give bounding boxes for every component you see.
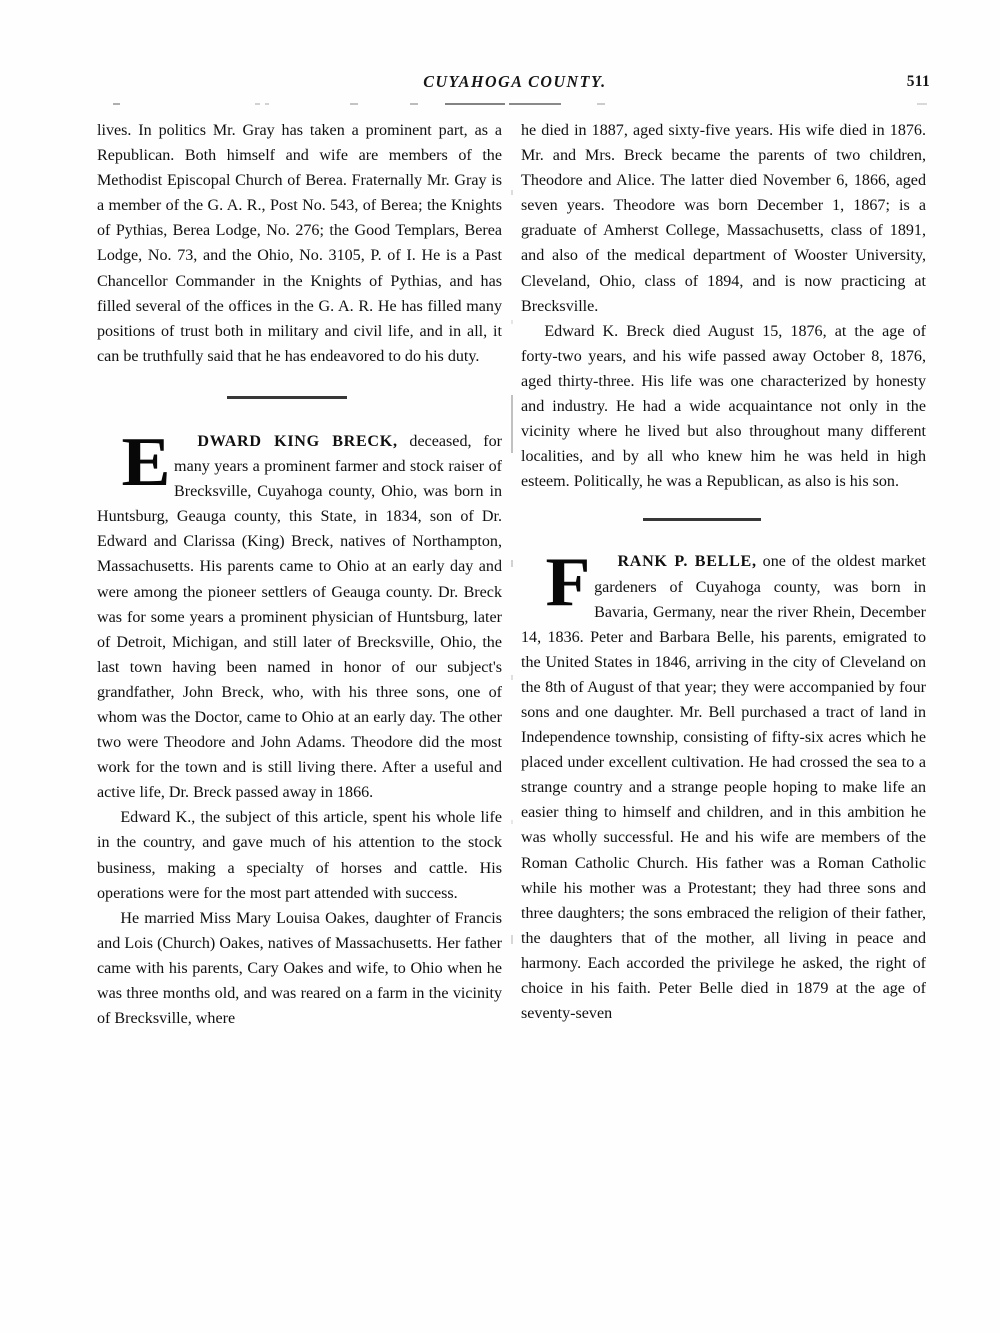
drop-cap-e: E — [121, 423, 171, 501]
header-rule — [105, 103, 930, 105]
drop-cap-f: F — [545, 544, 591, 622]
running-head-title: CUYAHOGA COUNTY. — [423, 72, 607, 91]
biography-heading-breck: DWARD KING BRECK, — [197, 432, 398, 450]
column-divider — [511, 130, 513, 1290]
paragraph-breck-opening — [97, 423, 502, 805]
right-column — [521, 118, 926, 1026]
paragraph-belle-body-1: one of the oldest market gardeners of Cuyahoga county, was born in Bavaria, Germany, near the river Rhein, December 14, 1836. Peter and Barbara Belle, his parents, emigrated to the United States in 1846, arriving in the city of Cleveland on the 8th of August of that year; they were accompanied by four sons and one daughter. Mr. Bell purchased a tract of land in Independence township, consisting of fifty-six acres which he placed under excellent cultivation. He had crossed the sea to a strange country and a strange people hoping to make life an easier thing to himself and children, and in this ambition he was wholly successful. He and his wife are members of the Roman Catholic Church. His father was a Roman Catholic while his mother was a Protestant; they had three sons and three daughters; the sons embraced the religion of their father, the daughters that of the mother, all living in peace and harmony. Each accorded the privilege he asked, the right of choice in his faith. Peter Belle died in 1879 at the age of seventy-seven — [521, 553, 926, 1023]
paragraph-belle-opening — [521, 544, 926, 1026]
paragraph-breck-continued-2: Edward K. Breck died August 15, 1876, at the age of forty-two years, and his wife passed away October 8, 1876, aged thirty-three. His life was one characterized by honesty and industry. He had a wide acquaintance not only in the vicinity where he lived but also throughout many different localities, and by all who knew him he was held in high esteem. Politically, he was a Republican, as also is his son. — [521, 322, 926, 491]
left-column — [97, 118, 502, 1031]
paragraph-breck-body-3: He married Miss Mary Louisa Oakes, daughter of Francis and Lois (Church) Oakes, natives of Massachusetts. Her father came with his parents, Cary Oakes and wife, to Ohio when he was three months old, and was reared on a farm in the vicinity of Brecksville, where — [97, 909, 502, 1028]
running-head — [100, 72, 930, 98]
paragraph-breck-body-1: deceased, for many years a prominent farmer and stock raiser of Brecksville, Cuyahoga county, Ohio, was born in Huntsburg, Geauga county, this State, in 1834, son of Dr. Edward and Clarissa (King) Breck, natives of Northampton, Massachusetts. His parents came to Ohio at an early day and were among the pioneer settlers of Geauga county. Dr. Breck was for some years a prominent physician of Huntsburg, later of Detroit, Michigan, and still later of Brecksville, Ohio, the last town having been named in honor of our subject's grandfather, John Breck, who, with his three sons, one of whom was the Doctor, came to Ohio at an early day. The other two were Theodore and John Adams. Theodore did the most work for the town and is still living there. After a useful and active life, Dr. Breck passed away in 1866. — [97, 432, 502, 802]
section-divider-left — [97, 369, 502, 429]
section-divider-right — [521, 494, 926, 549]
biography-heading-belle: RANK P. BELLE, — [617, 553, 757, 571]
page-number: 511 — [906, 73, 930, 90]
paragraph-breck-continued-1: he died in 1887, aged sixty-five years. His wife died in 1876. Mr. and Mrs. Breck became the parents of two children, Theodore and Alice. The latter died November 6, 1866, aged seven years. Theodore was born December 1, 1867; is a graduate of Amherst College, Massachusetts, class of 1891, and also of the medical department of Wooster University, Cleveland, Ohio, class of 1894, and is now practicing at Brecksville. — [521, 122, 926, 315]
paragraph-gray-continued: lives. In politics Mr. Gray has taken a prominent part, as a Republican. Both himself and wife are members of the Methodist Episcopal Church of Berea. Fraternally Mr. Gray is a member of the G. A. R., Post No. 543, of Berea; the Knights of Pythias, Berea Lodge, No. 276; the Good Templars, Berea Lodge, No. 73, and the Ohio, No. 3105, P. of I. He is a Past Chancellor Commander in the Knights of Pythias, and has filled several of the offices in the G. A. R. He has filled many positions of trust both in military and civil life, and in all, it can be truthfully said that he has endeavored to do his duty. — [97, 122, 502, 365]
paragraph-breck-body-2: Edward K., the subject of this article, spent his whole life in the country, and gave much of his attention to the stock business, making a specialty of horses and cattle. His operations were for the most part attended with success. — [97, 809, 502, 902]
